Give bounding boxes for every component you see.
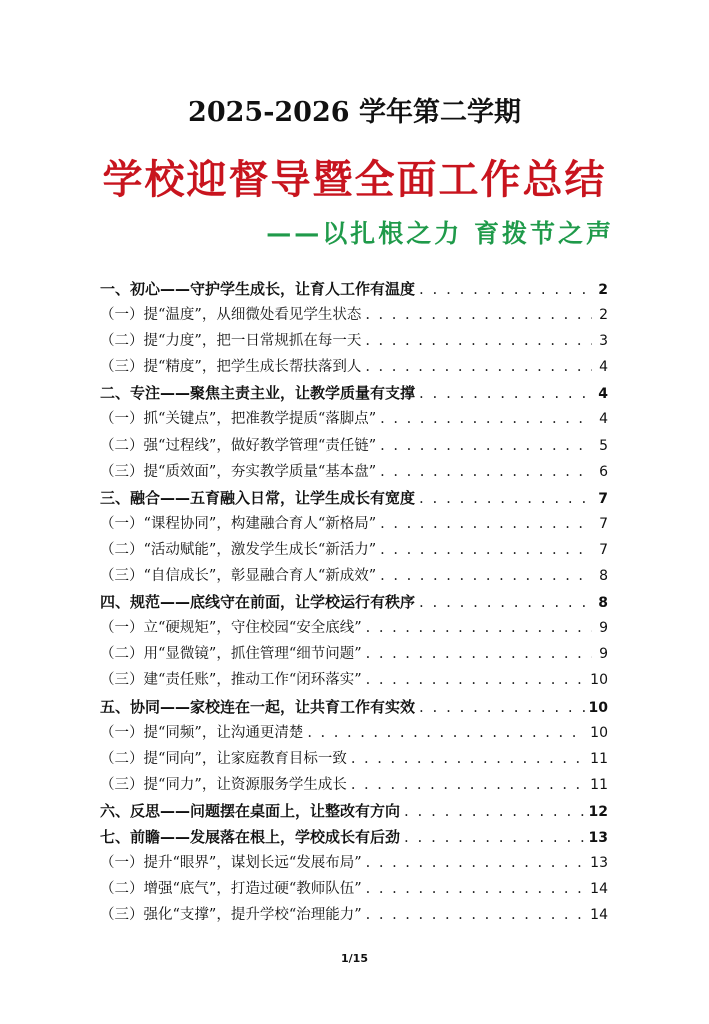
toc-subsection-entry[interactable] xyxy=(100,615,608,641)
toc-entry-title: （二）提“同向”，让家庭教育目标一致 xyxy=(100,750,347,767)
toc-dot-leader xyxy=(366,876,587,902)
toc-entry-title: （二）“活动赋能”，激发学生成长“新活力” xyxy=(100,541,377,558)
toc-entry-title: （一）抓“关键点”，把准教学提质“落脚点” xyxy=(100,411,377,428)
toc-subsection-entry[interactable] xyxy=(100,406,608,432)
toc-page-number: 13 xyxy=(588,829,608,846)
toc-page-number: 8 xyxy=(599,568,608,585)
toc-entry-title: （三）建“责任账”，推动工作“闭环落实” xyxy=(100,672,362,689)
toc-page-number: 9 xyxy=(599,646,608,663)
toc-entry-title: （二）提“力度”，把一日常规抓在每一天 xyxy=(100,333,362,350)
toc-dot-leader xyxy=(419,694,585,720)
toc-entry-title: 二、专注——聚焦主责主业，让教学质量有支撑 xyxy=(100,384,416,403)
toc-entry-title: （三）“自信成长”，彰显融合育人“新成效” xyxy=(100,568,377,585)
toc-dot-leader xyxy=(419,485,592,511)
document-title: 学校迎督导暨全面工作总结 xyxy=(102,157,607,203)
toc-page-number: 14 xyxy=(590,881,608,898)
toc-page-number: 10 xyxy=(590,724,608,741)
toc-entry-title: 七、前瞻——发展落在根上，学校成长有后劲 xyxy=(100,827,401,846)
toc-entry-title: 五、协同——家校连在一起，让共育工作有实效 xyxy=(100,697,416,716)
toc-page-number: 13 xyxy=(590,855,608,872)
toc-dot-leader xyxy=(366,902,587,928)
toc-subsection-entry[interactable] xyxy=(100,302,608,328)
toc-entry-title: （三）提“质效面”，夯实教学质量“基本盘” xyxy=(100,463,377,480)
toc-subsection-entry[interactable] xyxy=(100,641,608,667)
toc-dot-leader xyxy=(380,433,592,459)
toc-entry-title: （二）用“显微镜”，抓住管理“细节问题” xyxy=(100,646,362,663)
toc-subsection-entry[interactable] xyxy=(100,902,608,928)
toc-dot-leader xyxy=(366,850,587,876)
toc-page-number: 3 xyxy=(599,333,608,350)
toc-page-number: 2 xyxy=(599,307,608,324)
toc-entry-title: （二）强“过程线”，做好教学管理“责任链” xyxy=(100,437,377,454)
toc-subsection-entry[interactable] xyxy=(100,720,608,746)
toc-page-number: 6 xyxy=(599,463,608,480)
toc-section-entry[interactable] xyxy=(100,485,608,511)
toc-dot-leader xyxy=(365,354,592,380)
toc-page-number: 11 xyxy=(590,776,608,793)
toc-dot-leader xyxy=(365,328,592,354)
toc-entry-title: （三）提“精度”，把学生成长帮扶落到人 xyxy=(100,359,362,376)
toc-page-number: 2 xyxy=(598,282,608,298)
toc-dot-leader xyxy=(365,302,592,328)
toc-entry-title: （一）提“温度”，从细微处看见学生状态 xyxy=(100,307,362,324)
toc-subsection-entry[interactable] xyxy=(100,354,608,380)
toc-dot-leader xyxy=(404,798,585,824)
document-subtitle: ——以扎根之力 育拨节之声 xyxy=(266,219,614,248)
toc-dot-leader xyxy=(351,772,586,798)
toc-entry-title: （一）提升“眼界”，谋划长远“发展布局” xyxy=(100,855,362,872)
toc-page-number: 5 xyxy=(599,437,608,454)
toc-page-number: 11 xyxy=(590,750,608,767)
toc-entry-title: （二）增强“底气”，打造过硬“教师队伍” xyxy=(100,881,362,898)
toc-entry-title: 一、初心——守护学生成长，让育人工作有温度 xyxy=(100,280,416,298)
toc-section-entry[interactable] xyxy=(100,276,608,302)
toc-dot-leader xyxy=(419,276,592,302)
toc-entry-title: （三）强化“支撑”，提升学校“治理能力” xyxy=(100,907,362,924)
toc-dot-leader xyxy=(366,667,587,693)
toc-dot-leader xyxy=(366,641,592,667)
toc-entry-title: 四、规范——底线守在前面，让学校运行有秩序 xyxy=(100,593,416,612)
toc-dot-leader xyxy=(419,380,592,406)
toc-page-number: 7 xyxy=(598,490,608,507)
toc-page-number: 10 xyxy=(590,672,608,689)
toc-page-number: 14 xyxy=(590,907,608,924)
toc-section-entry[interactable] xyxy=(100,694,608,720)
toc-dot-leader xyxy=(380,406,592,432)
toc-subsection-entry[interactable] xyxy=(100,667,608,693)
semester-heading: 2025-2026 学年第二学期 xyxy=(188,97,521,128)
toc-section-entry[interactable] xyxy=(100,824,608,850)
toc-page-number: 9 xyxy=(599,620,608,637)
toc-subsection-entry[interactable] xyxy=(100,328,608,354)
toc-entry-title: （一）“课程协同”，构建融合育人“新格局” xyxy=(100,515,377,532)
toc-entry-title: （一）提“同频”，让沟通更清楚 xyxy=(100,724,304,741)
toc-entry-title: 三、融合——五育融入日常，让学生成长有宽度 xyxy=(100,488,416,507)
toc-subsection-entry[interactable] xyxy=(100,537,608,563)
toc-dot-leader xyxy=(351,746,586,772)
toc-subsection-entry[interactable] xyxy=(100,772,608,798)
toc-entry-title: 六、反思——问题摆在桌面上，让整改有方向 xyxy=(100,801,401,820)
toc-dot-leader xyxy=(419,589,592,615)
toc-subsection-entry[interactable] xyxy=(100,746,608,772)
toc-dot-leader xyxy=(366,615,592,641)
toc-page-number: 12 xyxy=(588,803,608,820)
table-of-contents xyxy=(100,276,608,928)
toc-dot-leader xyxy=(380,511,592,537)
toc-page-number: 7 xyxy=(599,515,608,532)
toc-subsection-entry[interactable] xyxy=(100,433,608,459)
toc-page-number: 10 xyxy=(588,699,608,716)
toc-dot-leader xyxy=(380,459,592,485)
toc-dot-leader xyxy=(380,563,592,589)
toc-page-number: 8 xyxy=(598,595,608,612)
toc-subsection-entry[interactable] xyxy=(100,850,608,876)
toc-page-number: 7 xyxy=(599,541,608,558)
toc-subsection-entry[interactable] xyxy=(100,563,608,589)
toc-section-entry[interactable] xyxy=(100,380,608,406)
toc-section-entry[interactable] xyxy=(100,798,608,824)
toc-dot-leader xyxy=(404,824,585,850)
page-number: 1/15 xyxy=(341,952,368,965)
toc-subsection-entry[interactable] xyxy=(100,459,608,485)
toc-dot-leader xyxy=(380,537,592,563)
toc-section-entry[interactable] xyxy=(100,589,608,615)
toc-page-number: 4 xyxy=(598,386,608,403)
toc-subsection-entry[interactable] xyxy=(100,876,608,902)
toc-page-number: 4 xyxy=(599,359,608,376)
toc-dot-leader xyxy=(307,720,586,746)
toc-page-number: 4 xyxy=(599,411,608,428)
toc-subsection-entry[interactable] xyxy=(100,511,608,537)
toc-entry-title: （三）提“同力”，让资源服务学生成长 xyxy=(100,776,347,793)
toc-entry-title: （一）立“硬规矩”，守住校园“安全底线” xyxy=(100,620,362,637)
